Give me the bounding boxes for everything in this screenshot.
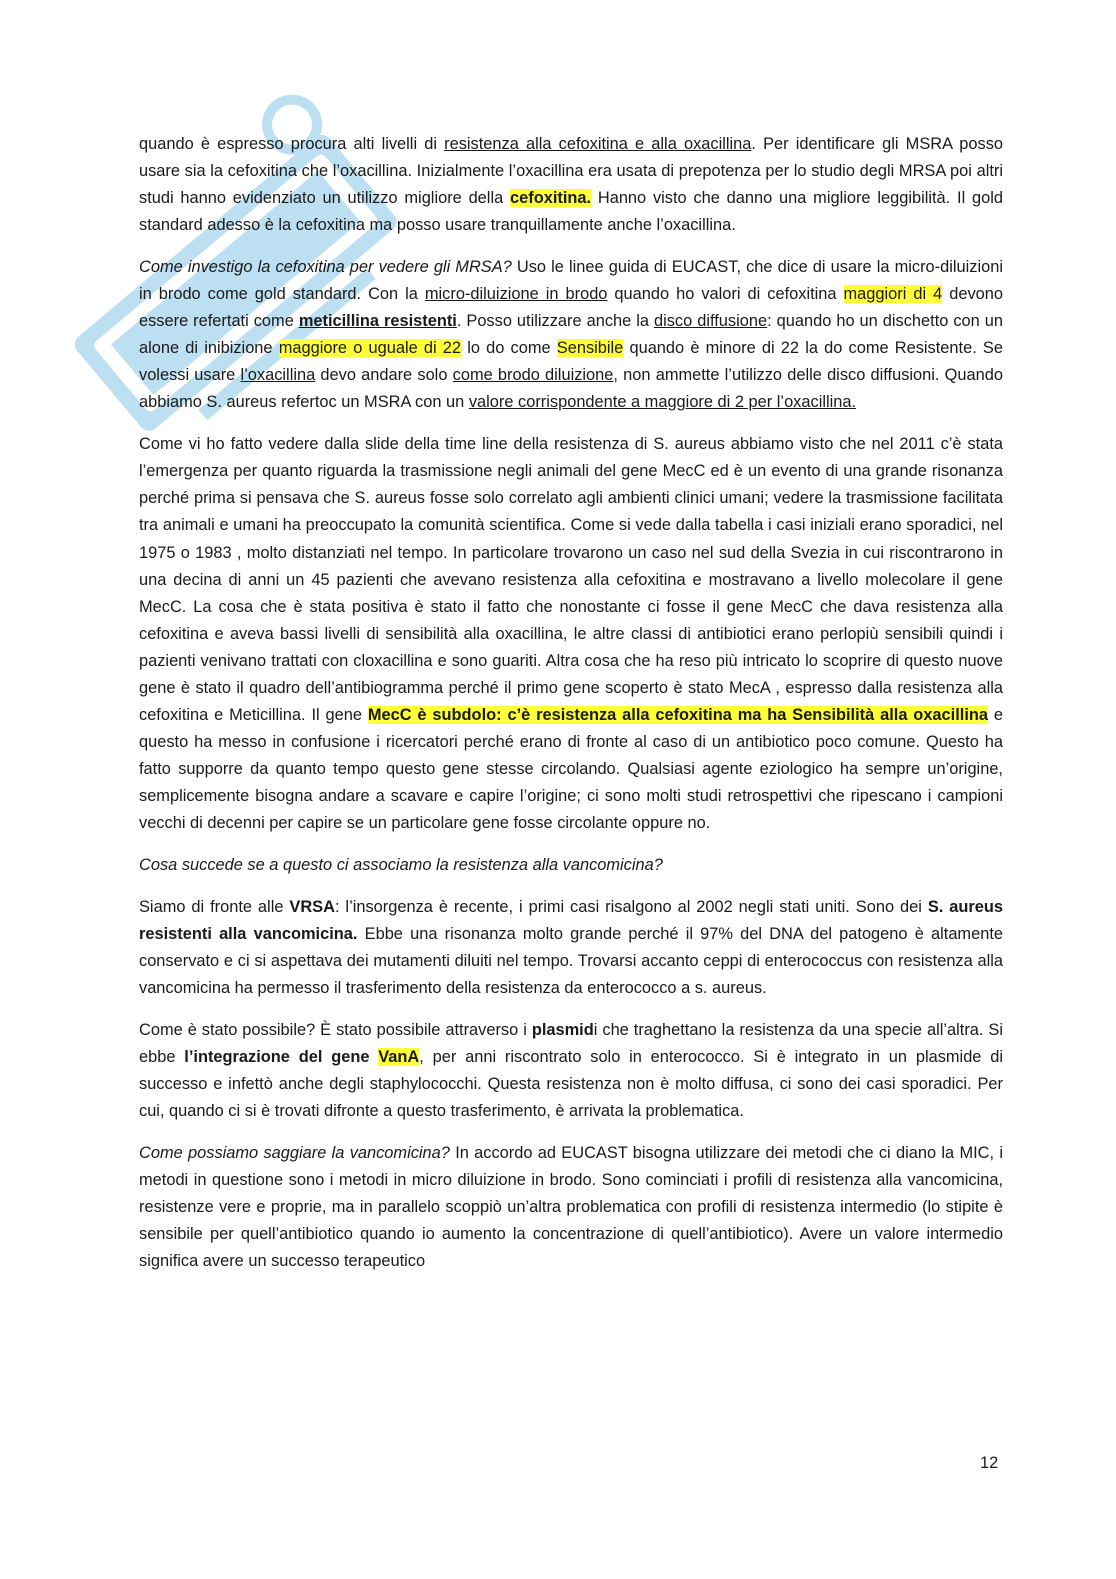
text-run: , per anni riscontrato solo in enterococco. Si è integrato in un plasmide di successo e infettò anche degli staphylococchi. Questa resistenza non è molto diffusa, ci sono dei casi sporadici. Per cui, quando ci si è trovati difronte a questo trasferimento, è arrivata la problematica. [139,1047,1003,1121]
text-run: meticillina resistenti [298,312,457,331]
text-run: cefoxitina. [510,189,592,208]
text-run: come brodo diluizione [452,366,614,385]
text-run: In accordo ad EUCAST bisogna utilizzare dei metodi che ci diano la MIC, i metodi in questione sono i metodi in micro diluizione in brodo. Sono cominciati i profili di resistenza alla vancomicina, resistenze vere e proprie, ma in parallelo scoppiò un’altra problematica con profili di resistenza intermedio (lo stipite è sensibile per quell’antibiotico quando io aumento la concentrazione di quell’antibiotico). Avere un valore intermedio significa avere un successo terapeutico [139,1143,1003,1271]
text-run: Siamo di fronte alle [139,897,290,916]
text-run: Ebbe una risonanza molto grande perché il 97% del DNA del patogeno è altamente conservato e ci si aspettava dei mutamenti diluiti nel tempo. Trovarsi accanto ceppi di enterococcus con resistenza alla vancomicina ha permesso il trasferimento della resistenza da enterococco a s. aureus. [139,924,1003,998]
paragraph [139,1017,1003,1125]
text-run: MecC è subdolo: c’è resistenza alla cefoxitina ma ha Sensibilità alla oxacillina [367,706,989,725]
text-run: l’integrazione del gene [184,1047,379,1066]
paragraph [139,431,1003,837]
text-run: Sensibile [556,339,624,358]
paragraph [139,131,1003,239]
document-body [139,131,1003,1290]
text-run: Hanno visto che danno una migliore leggibilità. Il gold standard adesso è la cefoxitina ma posso usare tranquillamente anche l’oxacillina. [139,189,1003,235]
text-run: quando è minore di 22 la do come Resistente. Se volessi usare [139,339,1003,385]
text-run: lo do come [461,339,557,358]
text-run: : l’insorgenza è recente, i primi casi risalgono al 2002 negli stati uniti. Sono dei [334,897,928,916]
paragraph [139,894,1003,1002]
paragraph [139,852,1003,879]
text-run: Come investigo la cefoxitina per vedere gli MRSA? [139,257,512,276]
text-run: maggiore o uguale di 22 [278,339,462,358]
text-run: micro-diluizione in brodo [424,285,608,304]
text-run: quando ho valori di cefoxitina [607,285,844,304]
text-run: VRSA [289,897,335,916]
text-run: devo andare solo [315,366,453,385]
text-run: resistenza alla cefoxitina e alla oxacillina [444,135,752,153]
text-run: valore corrispondente a maggiore di 2 per l’oxacillina. [468,393,857,412]
text-run: . Per identificare gli MSRA posso usare sia la cefoxitina che l’oxacillina. Inizialmente l’oxacillina era usata di prepotenza per lo studio degli MRSA poi altri studi hanno evidenziato un utilizzo migliore della [139,135,1004,208]
page-number: 12 [980,1454,999,1472]
text-run: plasmid [531,1020,594,1039]
paragraph [139,254,1003,417]
text-run: Cosa succede se a questo ci associamo la resistenza alla vancomicina? [139,856,663,875]
paragraph [139,1140,1003,1275]
text-run: Come è stato possibile? È stato possibile attraverso i [139,1020,532,1039]
text-run: Uso le linee guida di EUCAST, che dice di usare la micro-diluizioni in brodo come gold standard. Con la [139,257,1003,304]
text-run: Come possiamo saggiare la vancomicina? [139,1143,450,1162]
text-run: : quando ho un dischetto con un alone di inibizione [139,312,1004,358]
text-run: l’oxacillina [240,366,316,385]
text-run: devono essere refertati come [139,285,1004,331]
text-run: VanA [378,1047,420,1066]
text-run: quando è espresso procura alti livelli di [139,135,445,153]
text-run: . Posso utilizzare anche la [456,312,654,331]
text-run: S. aureus resistenti alla vancomicina. [139,897,1003,943]
text-run: i che traghettano la resistenza da una specie all’altra. Si ebbe [139,1020,1003,1066]
text-run: , non ammette l’utilizzo delle disco diffusioni. Quando abbiamo S. aureus refertoc un MSRA con un [139,366,1004,412]
text-run: e questo ha messo in confusione i ricercatori perché erano di fronte al caso di un antibiotico poco comune. Questo ha fatto supporre da quanto tempo questo gene stesse circolando. Qualsiasi agente eziologico ha sempre un’origine, semplicemente bisogna andare a scavare e capire l’origine; ci sono molti studi retrospettivi che ripescano i campioni vecchi di decenni per capire se un particolare gene fosse circolante oppure no. [139,706,1003,833]
text-run: disco diffusione [653,312,768,331]
text-run: Come vi ho fatto vedere dalla slide della time line della resistenza di S. aureus abbiamo visto che nel 2011 c’è stata l’emergenza per quanto riguarda la trasmissione negli animali del gene MecC ed è un evento di una grande risonanza perché prima si pensava che S. aureus fosse solo correlato agli ambienti clinici umani; vedere la trasmissione facilitata tra animali e umani ha preoccupato la comunità scientifica. Come si vede dalla tabella i casi iniziali erano sporadici, nel 1975 o 1983 , molto distanziati nel tempo. In particolare trovarono un caso nel sud della Svezia in cui riscontrarono in una decina di anni un 45 pazienti che avevano resistenza alla cefoxitina e mostravano a livello molecolare il gene MecC. La cosa che è stata positiva è stato il fatto che nonostante ci fosse il gene MecC che dava resistenza alla cefoxitina e aveva bassi livelli di sensibilità alla oxacillina, le altre classi di antibiotici erano perlopiù sensibili quindi i pazienti venivano trattati con cloxacillina e sono guariti. Altra cosa che ha reso più intricato lo scoprire di questo nuove gene è stato il quadro dell’antibiogramma perché il primo gene scoperto è stato MecA , espresso dalla resistenza alla cefoxitina e Meticillina. Il gene [139,435,1003,725]
text-run: maggiori di 4 [843,285,943,304]
